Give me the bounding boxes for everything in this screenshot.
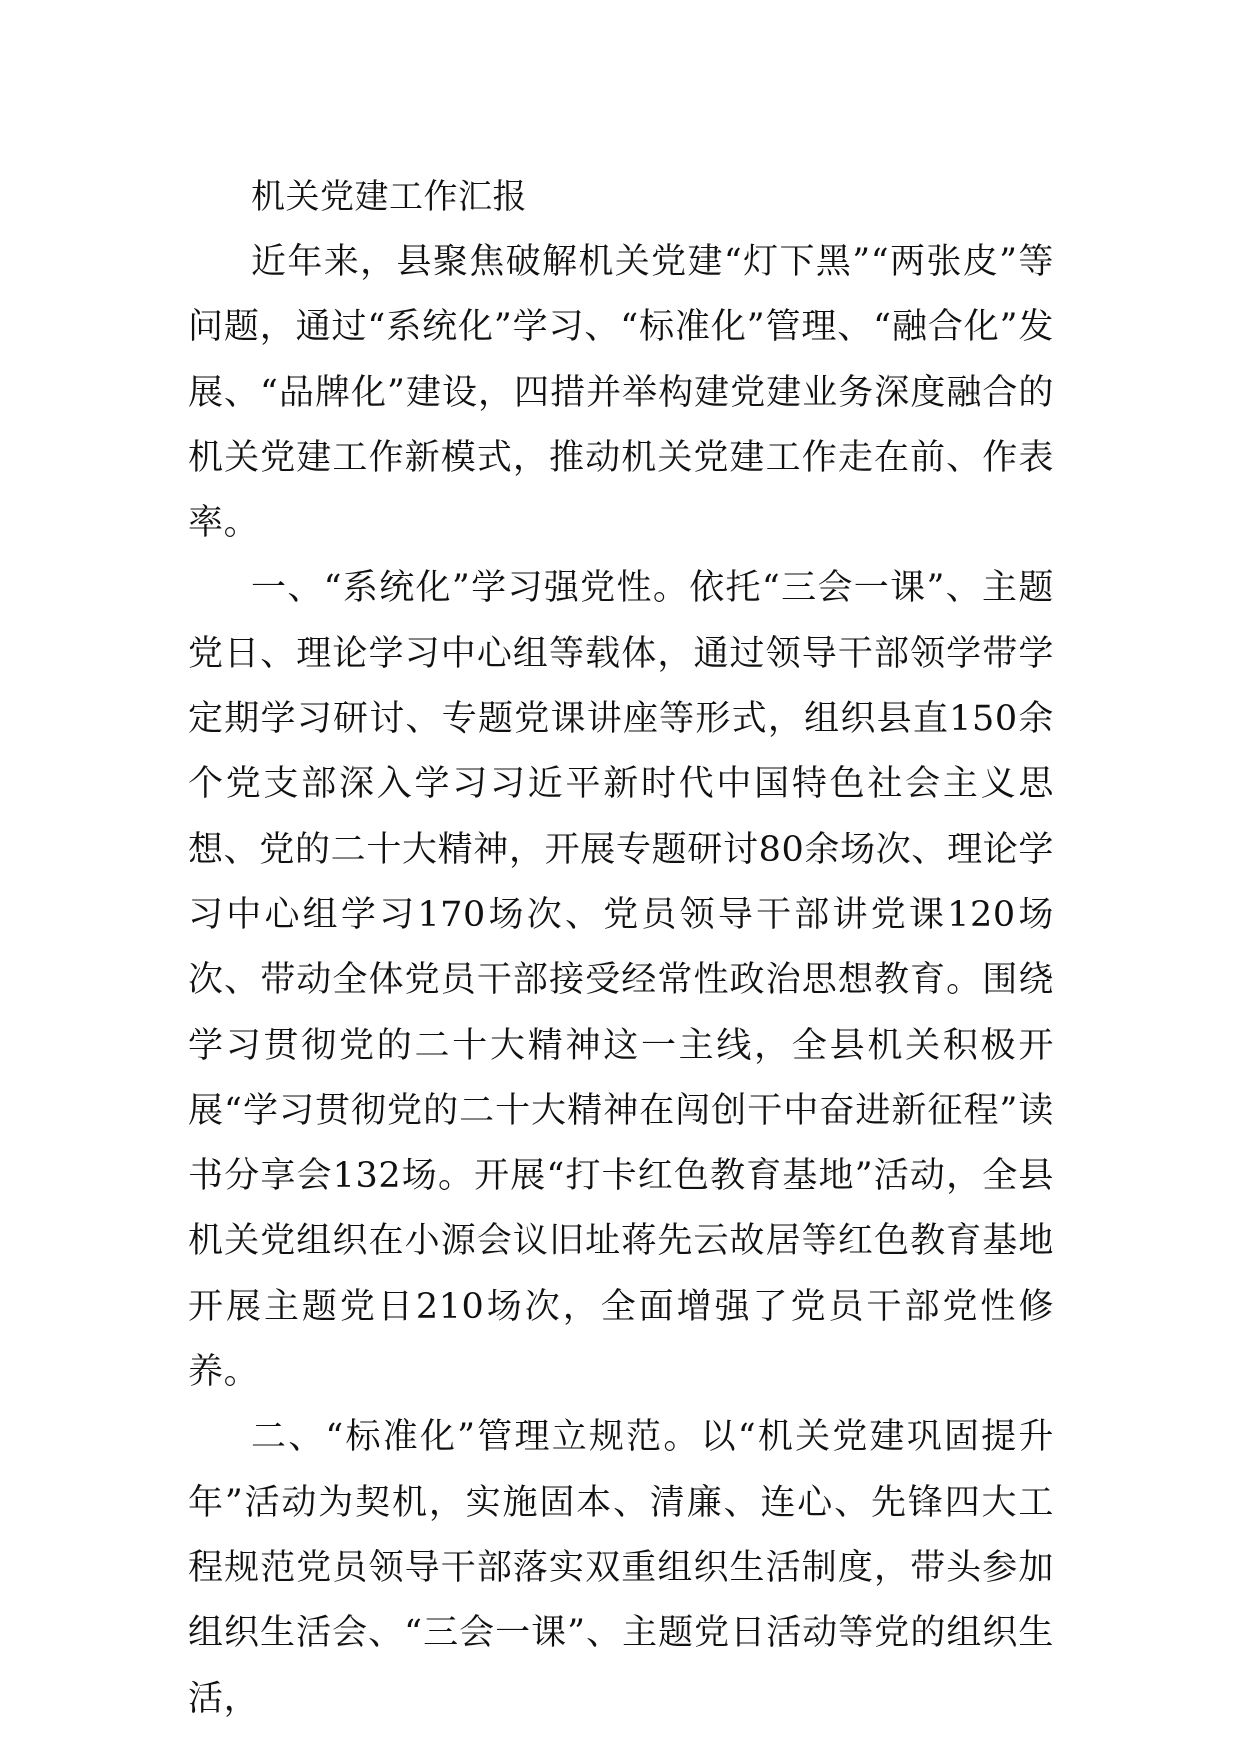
- paragraph-intro: 近年来，县聚焦破解机关党建“灯下黑”“两张皮”等问题，通过“系统化”学习、“标准化”管理、“融合化”发展、“品牌化”建设，四措并举构建党建业务深度融合的机关党建工作新模式，推动机关党建工作走在前、作表率。: [188, 242, 1054, 544]
- paragraph-section-2: 二、“标准化”管理立规范。以“机关党建巩固提升年”活动为契机，实施固本、清廉、连心、先锋四大工程规范党员领导干部落实双重组织生活制度，带头参加组织生活会、“三会一课”、主题党日活动等党的组织生活，: [188, 1417, 1054, 1719]
- paragraph-section-1: 一、“系统化”学习强党性。依托“三会一课”、主题党日、理论学习中心组等载体，通过领导干部领学带学定期学习研讨、专题党课讲座等形式，组织县直150余个党支部深入学习习近平新时代中国特色社会主义思想、党的二十大精神，开展专题研讨80余场次、理论学习中心组学习170场次、党员领导干部讲党课120场次、带动全体党员干部接受经常性政治思想教育。围绕学习贯彻党的二十大精神这一主线，全县机关积极开展“学习贯彻党的二十大精神在闯创干中奋进新征程”读书分享会132场。开展“打卡红色教育基地”活动，全县机关党组织在小源会议旧址蒋先云故居等红色教育基地开展主题党日210场次，全面增强了党员干部党性修养。: [188, 568, 1054, 1393]
- document-title: 机关党建工作汇报: [251, 177, 527, 217]
- document-body: [188, 164, 1054, 1732]
